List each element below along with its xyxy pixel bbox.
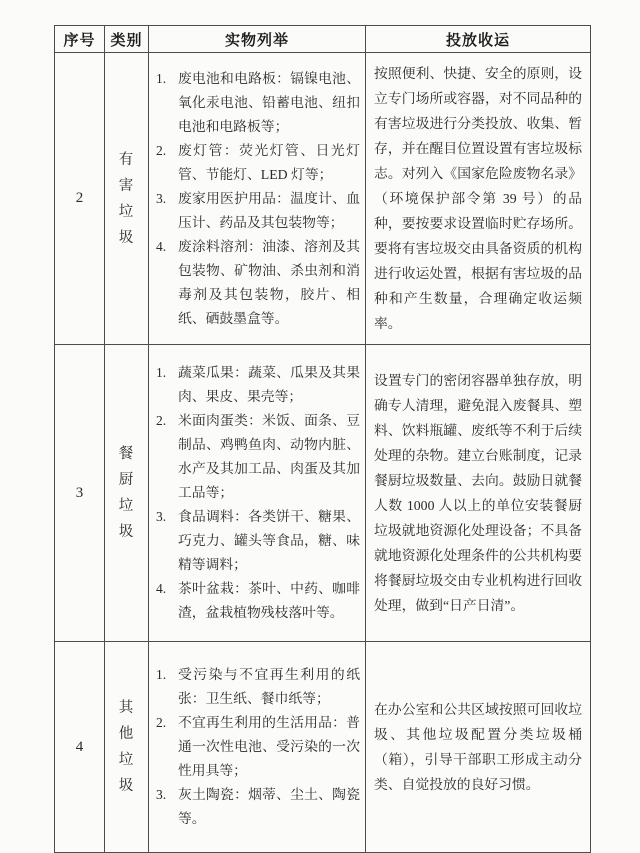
list-item: 3. 灰土陶瓷：烟蒂、尘土、陶瓷等。 — [156, 787, 360, 826]
row-category — [105, 642, 149, 853]
col-header-category: 类别 — [105, 26, 149, 53]
disposal-text: 按照便利、快捷、安全的原则，设立专门场所或容器，对不同品种的有害垃圾进行分类投放、收集、暂存，并在醒目位置设置有害垃圾标志。对列入《国家危险废物名录》（环境保护部令第 39 号）的品种，要按要求设置临时贮存场所。要将有害垃圾交由具备资质的机构进行收运处置，根据有害垃圾的品种和产生数量，合理确定收运频率。 — [374, 66, 582, 331]
list-item: 4. 废涂料溶剂：油漆、溶剂及其包装物、矿物油、杀虫剂和消毒剂及其包装物，胶片、相纸、硒鼓墨盒等。 — [156, 238, 360, 326]
list-item: 4. 茶叶盆栽：茶叶、中药、咖啡渣，盆栽植物残枝落叶等。 — [156, 581, 360, 620]
list-item: 1. 受污染与不宜再生利用的纸张：卫生纸、餐巾纸等； — [156, 667, 360, 706]
list-item: 1. 废电池和电路板：镉镍电池、氧化汞电池、铅蓄电池、纽扣电池和电路板等； — [156, 70, 360, 134]
col-header-index: 序号 — [55, 26, 105, 53]
category-label: 餐厨垃圾 — [118, 446, 135, 540]
disposal-text: 在办公室和公共区域按照可回收垃圾、其他垃圾配置分类垃圾桶（箱），引导干部职工形成主动分类、自觉投放的良好习惯。 — [374, 702, 582, 792]
row-examples — [149, 345, 366, 642]
table-row-kitchen — [55, 345, 591, 642]
row-index: 3 — [55, 345, 105, 642]
col-header-examples: 实物列举 — [149, 26, 366, 53]
row-disposal — [366, 53, 591, 345]
row-examples — [149, 642, 366, 853]
row-category — [105, 53, 149, 345]
category-label: 有害垃圾 — [118, 151, 135, 246]
list-item: 2. 米面肉蛋类：米饭、面条、豆制品、鸡鸭鱼肉、动物内脏、水产及其加工品、肉蛋及其加工品等； — [156, 413, 360, 500]
list-item: 2. 废灯管：荧光灯管、日光灯管、节能灯、LED 灯等； — [156, 142, 360, 182]
header-row — [55, 26, 591, 53]
table-row-other — [55, 642, 591, 853]
list-item: 2. 不宜再生利用的生活用品：普通一次性电池、受污染的一次性用具等； — [156, 715, 360, 778]
row-index: 4 — [55, 642, 105, 853]
row-disposal — [366, 642, 591, 853]
list-item: 1. 蔬菜瓜果：蔬菜、瓜果及其果肉、果皮、果壳等； — [156, 365, 360, 404]
table-row-hazardous — [55, 53, 591, 345]
list-item: 3. 食品调料：各类饼干、糖果、巧克力、罐头等食品，糖、味精等调料； — [156, 509, 360, 572]
row-index: 2 — [55, 53, 105, 345]
row-disposal — [366, 345, 591, 642]
list-item: 3. 废家用医护用品：温度计、血压计、药品及其包装物等； — [156, 190, 360, 230]
waste-classification-table — [54, 25, 591, 853]
row-examples — [149, 53, 366, 345]
disposal-text: 设置专门的密闭容器单独存放，明确专人清理，避免混入废餐具、塑料、饮料瓶罐、废纸等不利于后续处理的杂物。建立台账制度，记录餐厨垃圾数量、去向。鼓励日就餐人数 1000 人以上的单位安装餐厨垃圾就地资源化处理设备；不具备就地资源化处理条件的公共机构要将餐厨垃圾交由专业机构进行回收处理，做到“日产日清”。 — [374, 373, 582, 613]
category-label: 其他垃圾 — [118, 700, 135, 794]
row-category — [105, 345, 149, 642]
col-header-disposal: 投放收运 — [366, 26, 591, 53]
